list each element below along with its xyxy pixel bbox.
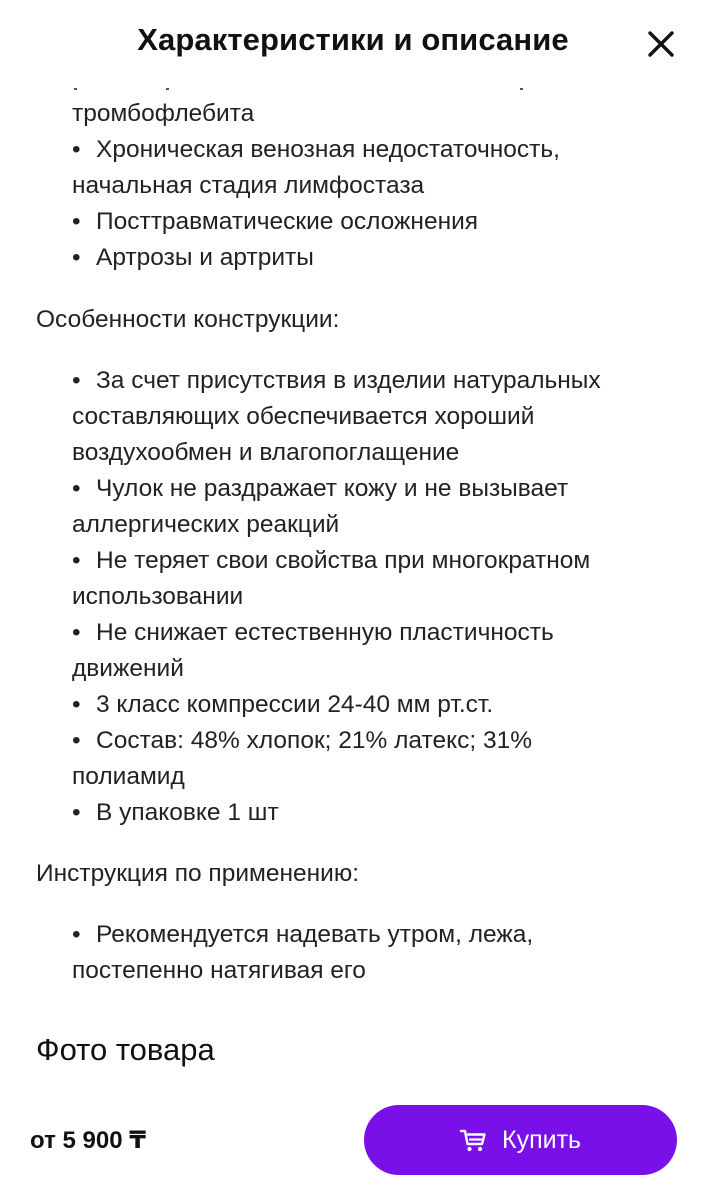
list-item: использовании (72, 583, 244, 610)
cart-icon (458, 1125, 488, 1155)
list-item: • Рекомендуется надевать утром, лежа, (72, 921, 534, 948)
list-item: • В упаковке 1 шт (72, 799, 279, 826)
purchase-bar (0, 1088, 706, 1199)
features-list (72, 363, 672, 831)
list-item: • Посттравматические осложнения (72, 208, 479, 235)
list-item: движений (72, 655, 184, 682)
clipped-text-line (72, 88, 552, 94)
instructions-heading: Инструкция по применению: (36, 860, 360, 887)
list-item: постепенно натягивая его (72, 957, 366, 984)
list-item: • Хроническая венозная недостаточность, (72, 136, 560, 163)
list-item: полиамид (72, 763, 185, 790)
description-content[interactable] (0, 88, 706, 1088)
instructions-list (72, 917, 672, 989)
sheet-header (0, 0, 706, 88)
features-heading: Особенности конструкции: (36, 306, 340, 333)
list-item: воздухообмен и влагопоглащение (72, 439, 460, 466)
list-item: • Не теряет свои свойства при многократном (72, 547, 591, 574)
list-item: • 3 класс компрессии 24-40 мм рт.ст. (72, 691, 494, 718)
buy-button[interactable] (364, 1105, 677, 1175)
list-item: • Чулок не раздражает кожу и не вызывает (72, 475, 569, 502)
list-item: составляющих обеспечивается хороший (72, 403, 535, 430)
price-label: от 5 900 ₸ (30, 1127, 146, 1154)
close-icon[interactable] (644, 27, 678, 61)
list-item: • Состав: 48% хлопок; 21% латекс; 31% (72, 727, 532, 754)
list-item: аллергических реакций (72, 511, 340, 538)
sheet-title: Характеристики и описание (137, 22, 569, 57)
list-item: • Не снижает естественную пластичность (72, 619, 554, 646)
list-item: тромбофлебита (72, 100, 255, 127)
list-item: • За счет присутствия в изделии натуральных (72, 367, 601, 394)
indications-list (72, 96, 672, 276)
buy-button-label: Купить (502, 1125, 582, 1154)
list-item: • Артрозы и артриты (72, 244, 314, 271)
list-item: начальная стадия лимфостаза (72, 172, 425, 199)
product-photos-heading: Фото товара (36, 1032, 215, 1067)
buy-button-content (458, 1125, 581, 1155)
